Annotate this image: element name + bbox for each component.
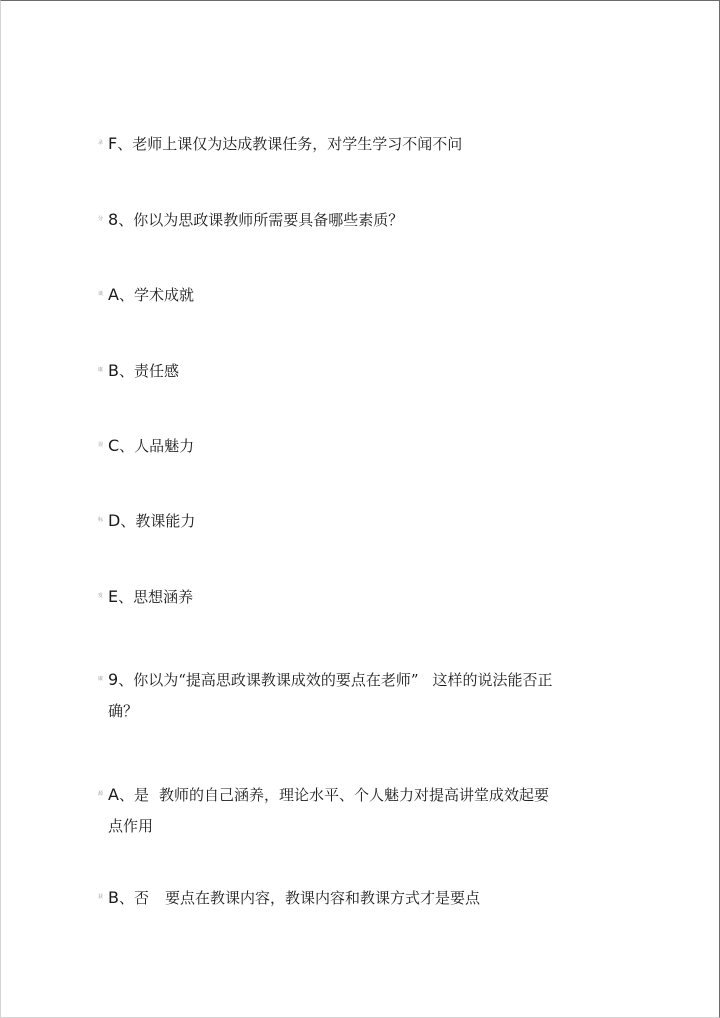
question-number: 9 (108, 670, 119, 689)
answer-a (98, 784, 608, 806)
question-8 (98, 209, 608, 231)
option-label: E (108, 587, 119, 606)
margin-marker: 获 (98, 894, 104, 900)
margin-marker: 误 (98, 442, 104, 448)
question-9 (98, 669, 608, 691)
margin-marker: 谈 (98, 291, 104, 297)
option-label: A (108, 785, 119, 804)
margin-marker: 康 (98, 367, 104, 373)
option-text: 、否 (118, 889, 149, 907)
option-text-wrap: 点作用 (108, 817, 154, 835)
option-text: 、是 (118, 786, 149, 804)
margin-marker: 康 (98, 676, 104, 682)
option-text: 、人品魅力 (119, 437, 195, 455)
option-text-continued: 要点在教课内容，教课内容和教课方式才是要点 (165, 889, 481, 907)
option-text: 、老师上课仅为达成教课任务，对学生学习不闻不问 (117, 135, 463, 153)
option-c (98, 435, 608, 457)
question-text: 、你以为“提高思政课教课成效的要点在老师” (118, 671, 419, 689)
question-9-wrap (108, 700, 608, 722)
option-label: A (108, 285, 119, 304)
question-number: 8 (108, 210, 119, 229)
margin-marker: 源 (98, 791, 104, 797)
option-label: C (108, 436, 120, 455)
option-label: B (108, 361, 119, 380)
question-text: 、你以为思政课教师所需要具备哪些素质？ (118, 211, 404, 229)
margin-marker: 发 (98, 593, 104, 599)
question-text-wrap: 确？ (108, 702, 139, 720)
answer-a-wrap (108, 815, 608, 837)
margin-marker: 分 (98, 216, 104, 222)
option-label: B (108, 888, 119, 907)
option-d (98, 510, 608, 532)
option-b (98, 360, 608, 382)
option-a (98, 284, 608, 306)
question-text-continued: 这样的说法能否正 (432, 671, 553, 689)
answer-b (98, 887, 608, 909)
margin-marker: 录 (98, 140, 104, 146)
option-e (98, 586, 608, 608)
margin-marker: 标 (98, 517, 104, 523)
option-label: D (108, 511, 121, 530)
option-label: F (108, 134, 118, 153)
option-text: 、学术成就 (118, 286, 194, 304)
option-text-continued: 教师的自己涵养，理论水平、个人魅力对提高讲堂成效起要 (158, 786, 549, 804)
option-f (98, 133, 608, 155)
option-text: 、教课能力 (120, 512, 196, 530)
option-text: 、责任感 (118, 362, 179, 380)
option-text: 、思想涵养 (118, 588, 194, 606)
